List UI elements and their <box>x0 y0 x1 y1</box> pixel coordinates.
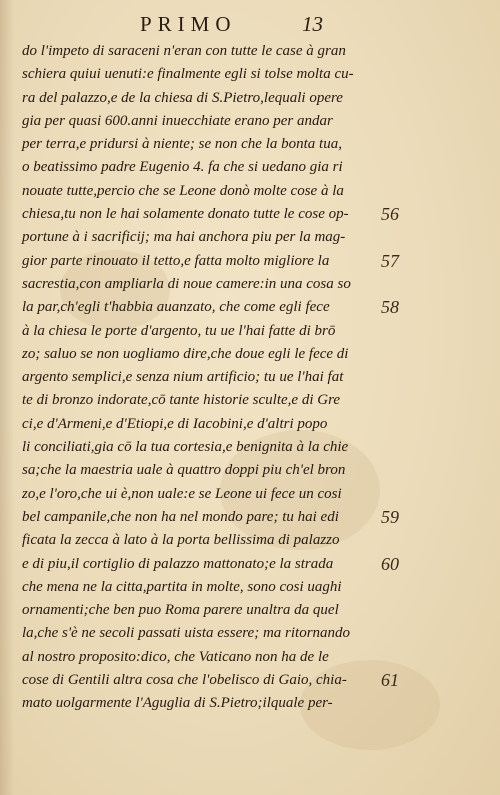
text-line: la par,ch'egli t'habbia auanzato, che come egli fece <box>22 299 330 316</box>
text-line: sacrestia,con ampliarla di noue camere:in una cosa so <box>22 275 351 292</box>
text-line: à la chiesa le porte d'argento, tu ue l'hai fatte di brō <box>22 322 336 339</box>
text-line: ci,e d'Armeni,e d'Etiopi,e di Iacobini,e d'altri popo <box>22 415 328 432</box>
text-line: do l'impeto di saraceni n'eran con tutte le case à gran <box>22 43 346 59</box>
text-line: gior parte rinouato il tetto,e fatta molto migliore la <box>22 252 330 269</box>
running-head: PRIMO <box>140 12 237 36</box>
text-line: nouate tutte,percio che se Leone donò molte cose à la <box>22 182 344 199</box>
text-line: la,che s'è ne secoli passati uista essere; ma ritornando <box>22 625 351 642</box>
text-line: zo,e l'oro,che ui è,non uale:e se Leone ui fece un cosi <box>22 485 342 502</box>
text-line: e di piu,il cortiglio di palazzo mattonato;e la strada <box>22 555 334 572</box>
margin-note-number: 61 <box>381 670 399 691</box>
margin-note-number: 58 <box>381 297 399 318</box>
text-line: sa;che la maestria uale à quattro doppi piu ch'el bron <box>22 462 346 479</box>
margin-note-number: 57 <box>381 250 399 271</box>
text-line: ra del palazzo,e de la chiesa di S.Pietro,lequali opere <box>22 89 343 106</box>
text-line: al nostro proposito:dico, che Vaticano non ha de le <box>22 648 329 665</box>
text-line: argento semplici,e senza nium artificio; tu ue l'hai fat <box>22 369 344 386</box>
text-line: portune à i sacrificij; ma hai anchora piu per la mag- <box>22 229 346 246</box>
margin-note-number: 56 <box>381 204 399 225</box>
page-gutter-shadow <box>0 0 14 795</box>
page-header <box>0 12 500 38</box>
margin-note-number: 60 <box>381 553 399 574</box>
text-line: gia per quasi 600.anni inuecchiate erano per andar <box>22 112 333 129</box>
text-line: bel campanile,che non ha nel mondo pare; tu hai edi <box>22 508 339 525</box>
text-line: ornamenti;che ben puo Roma parere unaltra da quel <box>22 602 339 619</box>
text-line: li conciliati,gia cō la tua cortesia,e benignita à la chie <box>22 439 349 456</box>
page-number: 13 <box>302 12 323 36</box>
margin-note-number: 59 <box>381 507 399 527</box>
body-text <box>22 40 374 716</box>
text-line: chiesa,tu non le hai solamente donato tutte le cose op- <box>22 206 349 223</box>
text-line: ficata la zecca à lato à la porta bellissima di palazzo <box>22 532 340 549</box>
text-line: cose di Gentili altra cosa che l'obelisco di Gaio, chia- <box>22 672 347 689</box>
text-line: o beatissimo padre Eugenio 4. fa che si uedano gia ri <box>22 159 343 176</box>
text-line: te di bronzo indorate,cō tante historie sculte,e di Gre <box>22 392 341 409</box>
text-line: mato uolgarmente l'Aguglia di S.Pietro;ilquale per- <box>22 695 333 712</box>
text-line: zo; saluo se non uogliamo dire,che doue egli le fece di <box>22 345 349 362</box>
text-line: per terra,e pridursi à niente; se non che la bonta tua, <box>22 136 342 153</box>
text-line: schiera quiui uenuti:e finalmente egli si tolse molta cu- <box>22 66 354 83</box>
text-line: che mena ne la citta,partita in molte, sono cosi uaghi <box>22 578 342 595</box>
